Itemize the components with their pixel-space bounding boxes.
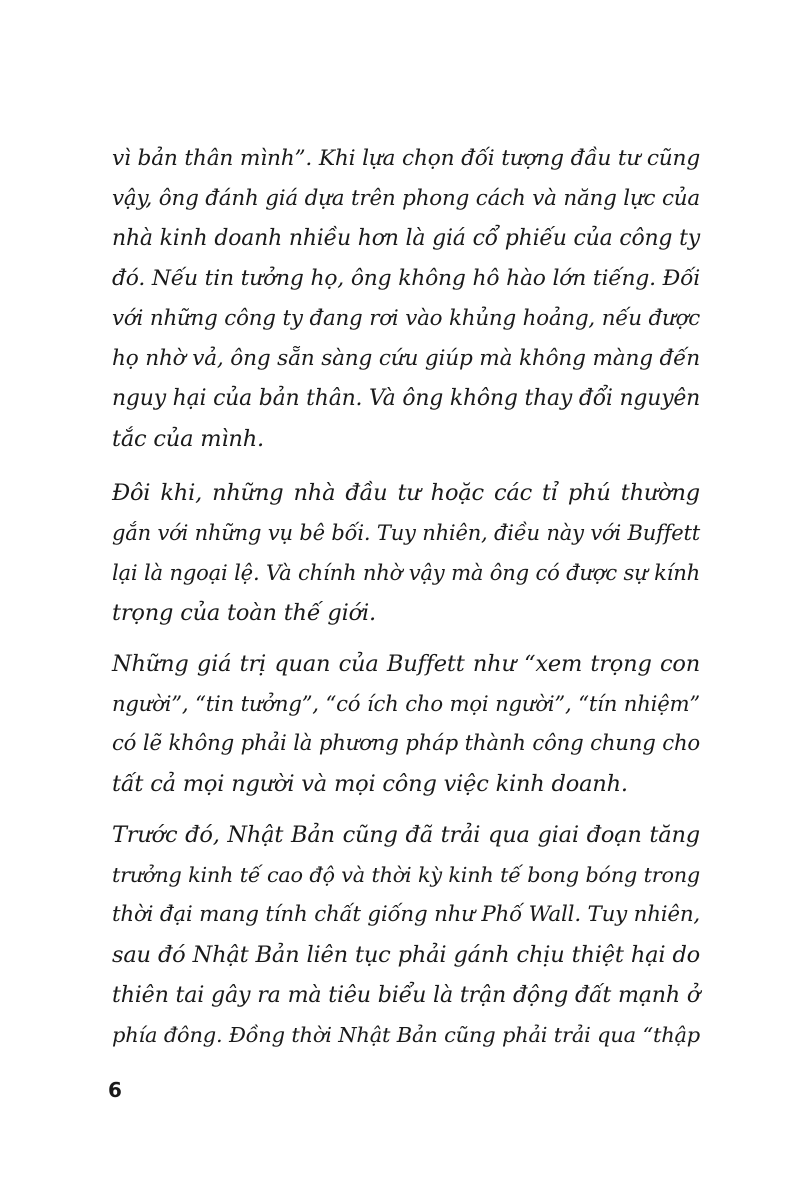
text-line: nguy hại của bản thân. Và ông không thay đổi nguyên [112,386,701,411]
text-line: người”, “tin tưởng”, “có ích cho mọi người”, “tín nhiệm” [112,691,700,716]
paragraph [112,139,700,459]
text-line: Những giá trị quan của Buffett như “xem trọng con [112,651,700,677]
text-line: nhà kinh doanh nhiều hơn là giá cổ phiếu của công ty [112,226,700,251]
text-line: tắc của mình. [112,426,264,452]
text-line: đó. Nếu tin tưởng họ, ông không hô hào lớn tiếng. Đối [112,266,700,291]
text-line: phía đông. Đồng thời Nhật Bản cũng phải trải qua “thập [112,1023,700,1047]
text-line: với những công ty đang rơi vào khủng hoảng, nếu được [112,306,700,331]
text-line: thiên tai gây ra mà tiêu biểu là trận động đất mạnh ở [112,982,700,1008]
text-line: thời đại mang tính chất giống như Phố Wall. Tuy nhiên, [112,902,700,927]
text-line: Đôi khi, những nhà đầu tư hoặc các tỉ phú thường [112,480,700,506]
text-line: gắn với những vụ bê bối. Tuy nhiên, điều này với Buffett [112,520,700,545]
text-line: lại là ngoại lệ. Và chính nhờ vậy mà ông có được sự kính [112,560,700,585]
text-line: trọng của toàn thế giới. [112,600,376,626]
paragraph [112,473,700,633]
text-line: vậy, ông đánh giá dựa trên phong cách và năng lực của [112,186,700,211]
paragraph [112,815,700,1055]
paragraph [112,644,700,804]
text-line: vì bản thân mình”. Khi lựa chọn đối tượng đầu tư cũng [112,146,700,171]
text-line: trưởng kinh tế cao độ và thời kỳ kinh tế bong bóng trong [112,863,700,887]
text-line: Trước đó, Nhật Bản cũng đã trải qua giai đoạn tăng [112,822,700,848]
page-number: 6 [108,1078,122,1102]
text-line: có lẽ không phải là phương pháp thành công chung cho [112,731,700,756]
text-line: họ nhờ vả, ông sẵn sàng cứu giúp mà không màng đến [112,346,700,371]
text-line: tất cả mọi người và mọi công việc kinh doanh. [112,771,628,797]
text-line: sau đó Nhật Bản liên tục phải gánh chịu thiệt hại do [112,942,700,968]
